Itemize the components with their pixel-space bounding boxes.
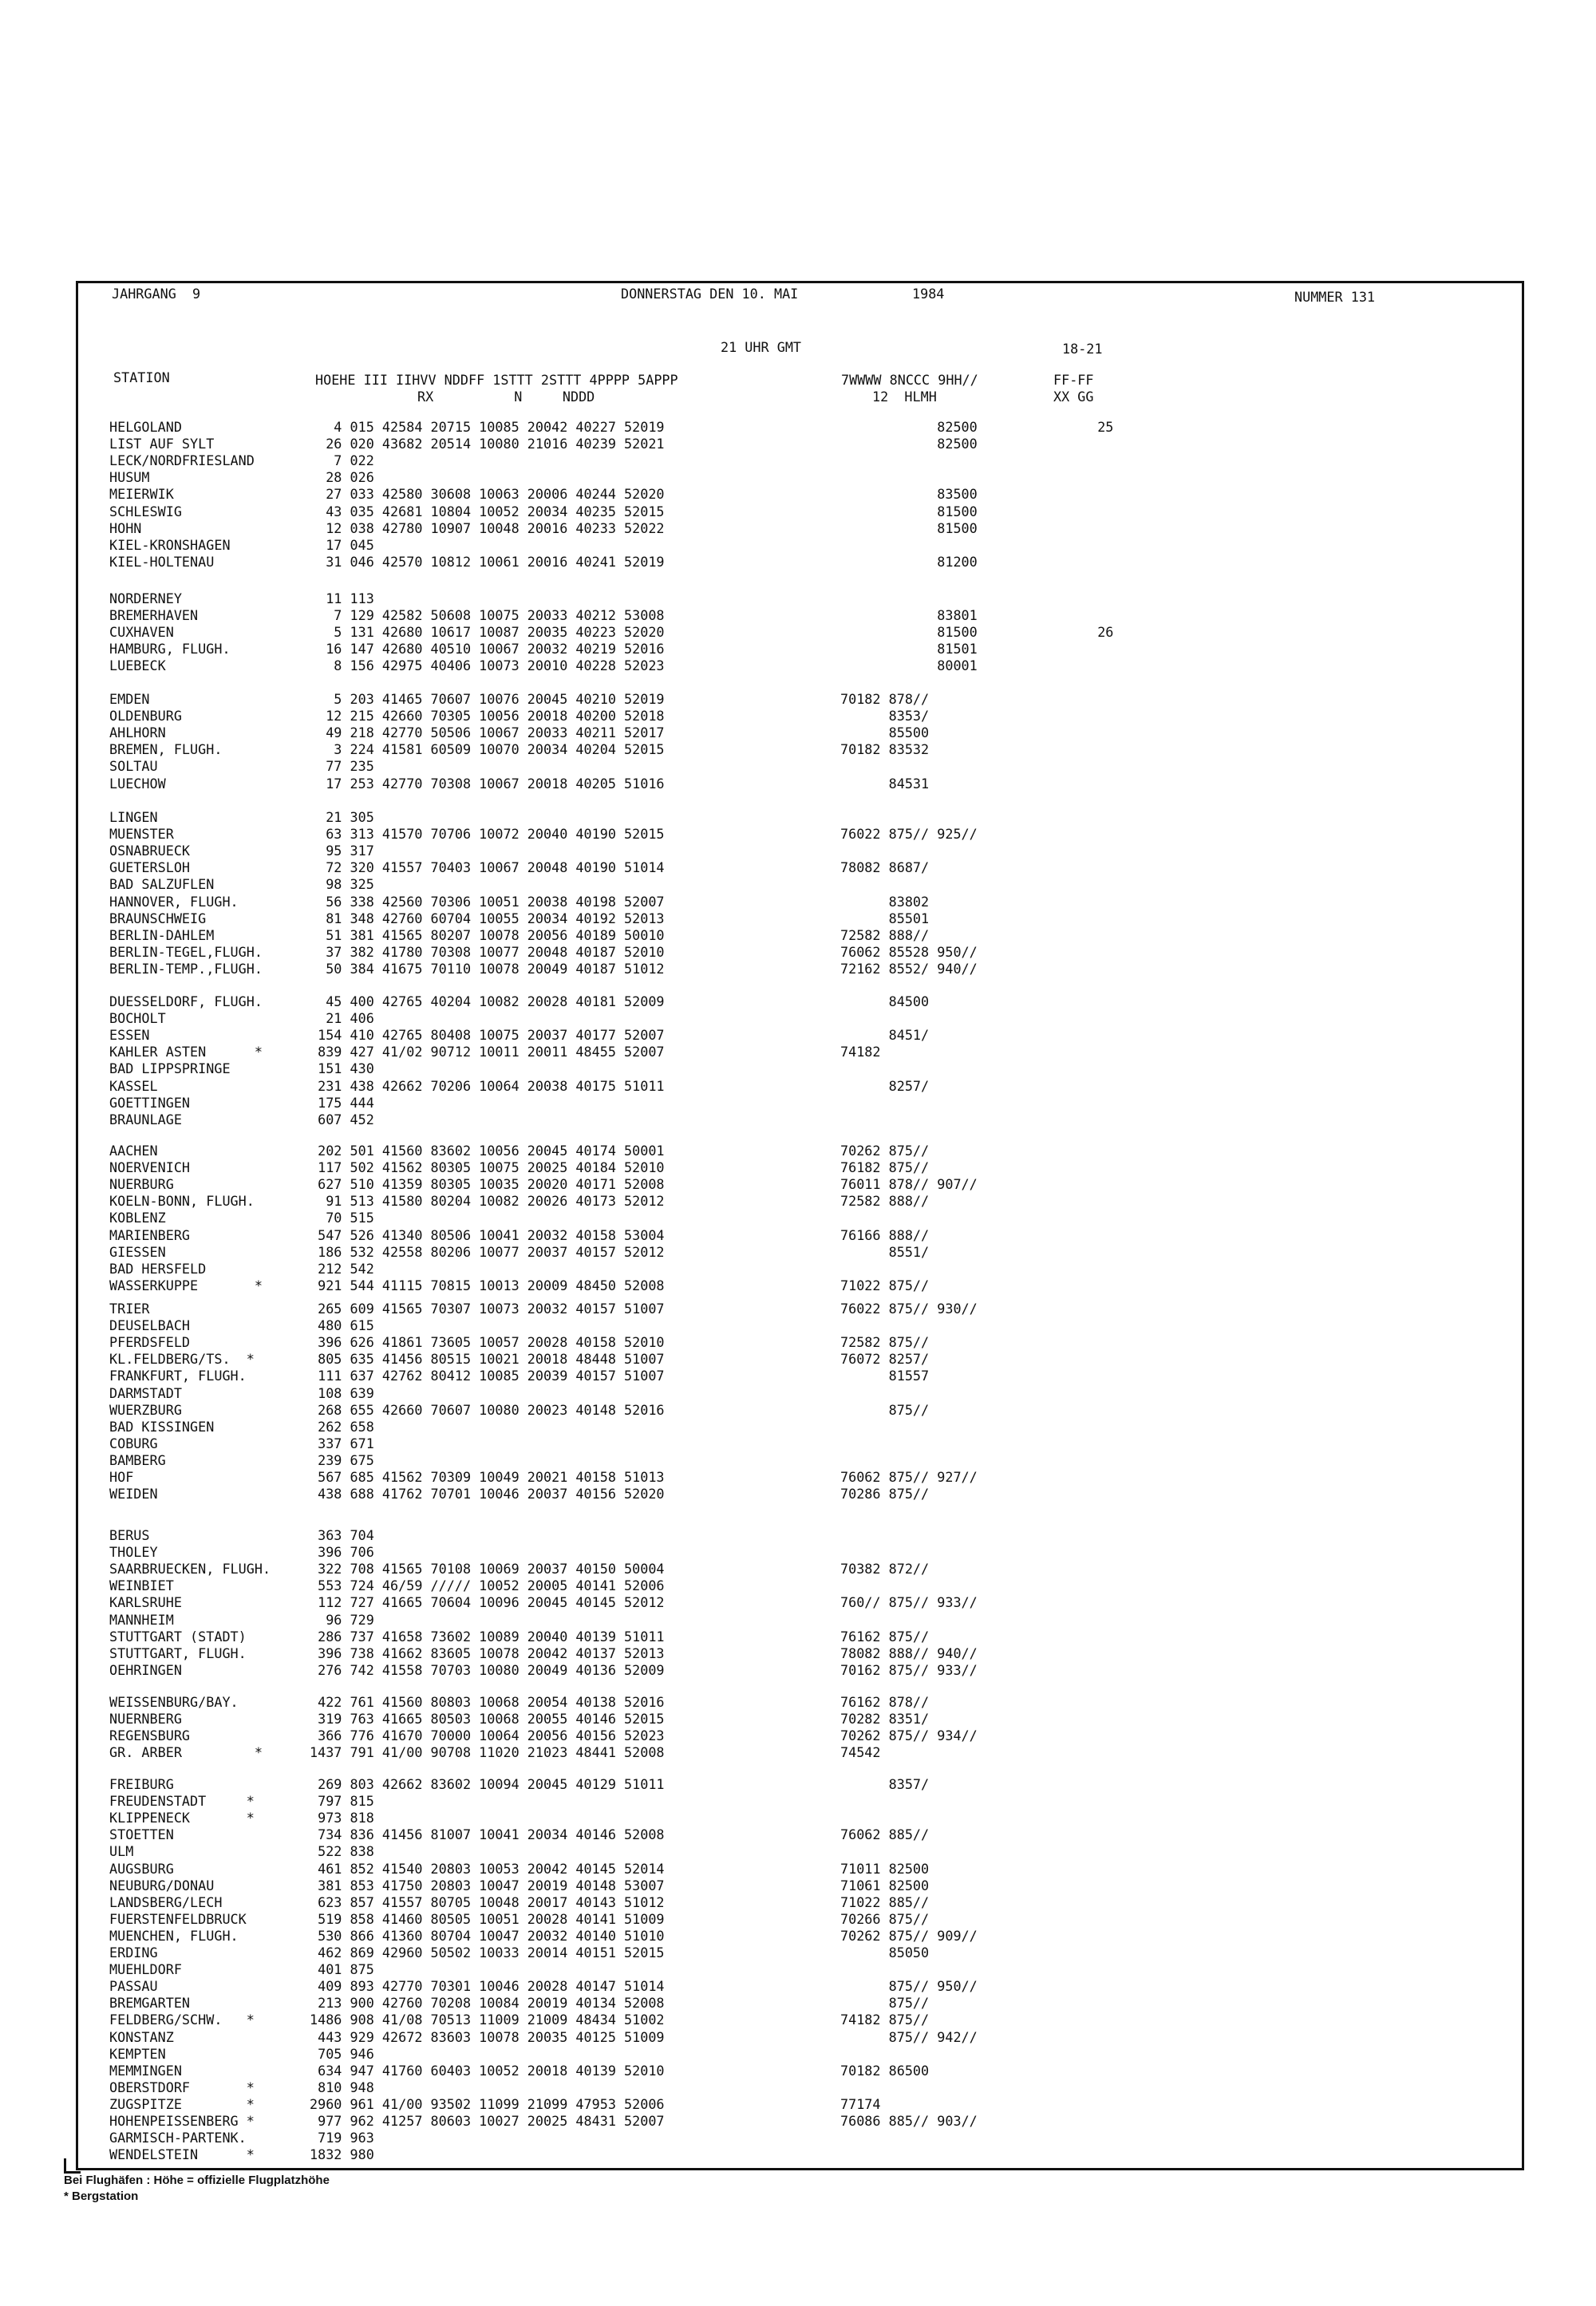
station-name: KAHLER ASTEN *	[109, 1044, 263, 1060]
synop-columns-header: 7WWWW 8NCCC 9HH//	[841, 372, 978, 388]
station-codes: 319 763 41665 80503 10068 20055 40146 52015	[310, 1711, 665, 1728]
station-codes: 151 430	[310, 1060, 374, 1077]
station-name: HOHN	[109, 519, 142, 536]
station-codes: 443 929 42672 83603 10078 20035 40125 51009	[310, 2028, 665, 2045]
synop-columns-subheader: 12 HLMH	[872, 389, 937, 405]
station-name: WEINBIET	[109, 1577, 174, 1594]
report-date: DONNERSTAG DEN 10. MAI	[621, 286, 799, 302]
station-name: HANNOVER, FLUGH.	[109, 893, 239, 910]
station-name: DEUSELBACH	[109, 1317, 191, 1334]
station-name: KEMPTEN	[109, 2045, 166, 2062]
station-name: OBERSTDORF *	[109, 2079, 255, 2095]
station-name: WEIDEN	[109, 1486, 158, 1502]
station-name: BERUS	[109, 1527, 150, 1543]
station-name: KL.FELDBERG/TS. *	[109, 1351, 255, 1368]
station-synop: 8451/	[840, 1027, 930, 1044]
station-codes: 409 893 42770 70301 10046 20028 40147 51014	[310, 1978, 665, 1995]
station-name: TRIER	[109, 1301, 150, 1317]
station-name: HAMBURG, FLUGH.	[109, 641, 231, 657]
station-name: LIST AUF SYLT	[109, 436, 215, 452]
station-codes: 921 544 41115 70815 10013 20009 48450 52008	[310, 1277, 665, 1293]
station-synop: 74182	[840, 1044, 881, 1060]
station-codes: 111 637 42762 80412 10085 20039 40157 51007	[310, 1368, 665, 1384]
station-codes: 1832 980	[310, 2146, 374, 2163]
station-gust: 25	[1081, 419, 1114, 435]
station-codes: 366 776 41670 70000 10064 20056 40156 52023	[310, 1728, 665, 1744]
station-name: HOHENPEISSENBERG *	[109, 2113, 255, 2129]
station-codes: 553 724 46/59 ///// 10052 20005 40141 52006	[310, 1577, 665, 1594]
station-codes: 5 131 42680 10617 10087 20035 40223 52020	[310, 624, 665, 641]
station-name: BREMERHAVEN	[109, 607, 199, 624]
station-synop: 760// 875// 933//	[840, 1594, 978, 1611]
station-name: LUECHOW	[109, 775, 166, 792]
code-columns-subheader: RX N NDDD	[417, 389, 595, 405]
station-synop: 81200	[840, 553, 978, 570]
station-codes: 21 406	[310, 1010, 374, 1027]
station-codes: 607 452	[310, 1111, 374, 1127]
station-name: CUXHAVEN	[109, 624, 174, 641]
station-codes: 2960 961 41/00 93502 11099 21099 47953 52006	[310, 2095, 665, 2112]
station-codes: 17 253 42770 70308 10067 20018 40205 51016	[310, 775, 665, 792]
station-name: PASSAU	[109, 1978, 158, 1995]
station-name: BAD LIPPSPRINGE	[109, 1060, 231, 1077]
period-label: 18-21	[1062, 341, 1103, 357]
station-codes: 396 626 41861 73605 10057 20028 40158 52010	[310, 1334, 665, 1351]
station-codes: 213 900 42760 70208 10084 20019 40134 52008	[310, 1995, 665, 2012]
station-name: KONSTANZ	[109, 2028, 174, 2045]
station-name: GUETERSLOH	[109, 859, 191, 876]
station-name: NEUBURG/DONAU	[109, 1877, 215, 1893]
station-name: HELGOLAND	[109, 419, 182, 435]
station-codes: 37 382 41780 70308 10077 20048 40187 52010	[310, 943, 665, 960]
station-name: BREMGARTEN	[109, 1995, 191, 2012]
station-synop: 8551/	[840, 1243, 930, 1260]
station-name: DARMSTADT	[109, 1384, 182, 1401]
station-synop: 70382 872//	[840, 1561, 930, 1577]
gust-column-subheader: XX GG	[1053, 389, 1094, 405]
station-name: MUENCHEN, FLUGH.	[109, 1927, 239, 1944]
station-synop: 77174	[840, 2095, 881, 2112]
station-name: OLDENBURG	[109, 708, 182, 725]
station-synop: 70286 875//	[840, 1486, 930, 1502]
station-synop: 70262 875// 934//	[840, 1728, 978, 1744]
station-name: REGENSBURG	[109, 1728, 191, 1744]
station-codes: 26 020 43682 20514 10080 21016 40239 52021	[310, 436, 665, 452]
station-codes: 547 526 41340 80506 10041 20032 40158 53004	[310, 1226, 665, 1243]
station-synop: 85500	[840, 725, 930, 741]
station-codes: 634 947 41760 60403 10052 20018 40139 52010	[310, 2062, 665, 2079]
station-name: WASSERKUPPE *	[109, 1277, 263, 1293]
station-synop: 71061 82500	[840, 1877, 930, 1893]
station-codes: 27 033 42580 30608 10063 20006 40244 52020	[310, 486, 665, 503]
station-synop: 85501	[840, 910, 930, 926]
station-synop: 72582 888//	[840, 926, 930, 943]
station-synop: 70266 875//	[840, 1910, 930, 1927]
station-name: BRAUNLAGE	[109, 1111, 182, 1127]
station-name: COBURG	[109, 1435, 158, 1451]
station-name: BRAUNSCHWEIG	[109, 910, 207, 926]
station-name: FREIBURG	[109, 1776, 174, 1792]
station-codes: 12 038 42780 10907 10048 20016 40233 52022	[310, 519, 665, 536]
station-synop: 70262 875// 909//	[840, 1927, 978, 1944]
station-codes: 212 542	[310, 1260, 374, 1277]
station-name: STUTTGART, FLUGH.	[109, 1645, 247, 1661]
station-name: FRANKFURT, FLUGH.	[109, 1368, 247, 1384]
station-codes: 480 615	[310, 1317, 374, 1334]
station-codes: 63 313 41570 70706 10072 20040 40190 52015	[310, 826, 665, 843]
station-name: BAMBERG	[109, 1451, 166, 1468]
station-codes: 239 675	[310, 1451, 374, 1468]
station-codes: 810 948	[310, 2079, 374, 2095]
station-codes: 422 761 41560 80803 10068 20054 40138 52016	[310, 1694, 665, 1710]
station-synop: 84531	[840, 775, 930, 792]
station-name: NORDERNEY	[109, 590, 182, 606]
station-name: GIESSEN	[109, 1243, 166, 1260]
station-synop: 81557	[840, 1368, 930, 1384]
station-name: BERLIN-DAHLEM	[109, 926, 215, 943]
station-codes: 262 658	[310, 1418, 374, 1435]
station-codes: 112 727 41665 70604 10096 20045 40145 52012	[310, 1594, 665, 1611]
station-codes: 396 738 41662 83605 10078 20042 40137 52013	[310, 1645, 665, 1661]
footnote-mountain-station: * Bergstation	[64, 2190, 139, 2203]
station-codes: 396 706	[310, 1544, 374, 1561]
station-synop: 81500	[840, 503, 978, 519]
station-name: WUERZBURG	[109, 1401, 182, 1418]
station-synop: 82500	[840, 419, 978, 435]
station-name: LUEBECK	[109, 657, 166, 674]
station-name: BOCHOLT	[109, 1010, 166, 1027]
station-codes: 363 704	[310, 1527, 374, 1543]
station-synop: 81500	[840, 624, 978, 641]
station-synop: 76072 8257/	[840, 1351, 930, 1368]
station-codes: 1486 908 41/08 70513 11009 21009 48434 51002	[310, 2012, 665, 2028]
station-gust: 26	[1081, 624, 1114, 641]
station-codes: 16 147 42680 40510 10067 20032 40219 52016	[310, 641, 665, 657]
station-name: BAD KISSINGEN	[109, 1418, 215, 1435]
station-codes: 268 655 42660 70607 10080 20023 40148 52016	[310, 1401, 665, 1418]
station-synop: 80001	[840, 657, 978, 674]
station-name: WENDELSTEIN *	[109, 2146, 255, 2163]
station-synop: 76162 875//	[840, 1628, 930, 1645]
station-codes: 186 532 42558 80206 10077 20037 40157 52012	[310, 1243, 665, 1260]
station-name: MARIENBERG	[109, 1226, 191, 1243]
station-codes: 265 609 41565 70307 10073 20032 40157 51007	[310, 1301, 665, 1317]
station-synop: 70182 86500	[840, 2062, 930, 2079]
station-codes: 286 737 41658 73602 10089 20040 40139 51011	[310, 1628, 665, 1645]
station-codes: 96 729	[310, 1611, 374, 1628]
station-codes: 462 869 42960 50502 10033 20014 40151 52015	[310, 1945, 665, 1960]
station-name: LECK/NORDFRIESLAND	[109, 452, 255, 469]
jahrgang-label: JAHRGANG 9	[112, 286, 201, 302]
station-codes: 719 963	[310, 2130, 374, 2146]
station-codes: 461 852 41540 20803 10053 20042 40145 52014	[310, 1860, 665, 1877]
station-synop: 70282 8351/	[840, 1711, 930, 1728]
station-codes: 522 838	[310, 1843, 374, 1860]
station-synop: 71011 82500	[840, 1860, 930, 1877]
observation-time: 21 UHR GMT	[721, 339, 802, 355]
station-codes: 438 688 41762 70701 10046 20037 40156 52020	[310, 1486, 665, 1502]
station-name: STUTTGART (STADT)	[109, 1628, 247, 1645]
station-codes: 276 742 41558 70703 10080 20049 40136 52009	[310, 1661, 665, 1678]
station-name: AACHEN	[109, 1143, 158, 1159]
station-synop: 76086 885// 903//	[840, 2113, 978, 2129]
station-name: GR. ARBER *	[109, 1744, 263, 1761]
station-synop: 875//	[840, 1995, 930, 2012]
station-synop: 875//	[840, 1401, 930, 1418]
station-name: BAD HERSFELD	[109, 1260, 207, 1277]
station-synop: 72162 8552/ 940//	[840, 960, 978, 977]
station-name: HUSUM	[109, 469, 150, 486]
report-year: 1984	[912, 286, 945, 302]
station-name: WEISSENBURG/BAY.	[109, 1694, 239, 1710]
station-name: KLIPPENECK *	[109, 1810, 255, 1826]
station-codes: 175 444	[310, 1094, 374, 1111]
station-codes: 705 946	[310, 2045, 374, 2062]
station-name: BREMEN, FLUGH.	[109, 741, 223, 758]
station-name: ZUGSPITZE *	[109, 2095, 255, 2112]
station-codes: 5 203 41465 70607 10076 20045 40210 52019	[310, 691, 665, 707]
station-name: ESSEN	[109, 1027, 150, 1044]
station-codes: 401 875	[310, 1961, 374, 1978]
station-synop: 81500	[840, 519, 978, 536]
station-codes: 3 224 41581 60509 10070 20034 40204 52015	[310, 741, 665, 758]
station-synop: 70182 878//	[840, 691, 930, 707]
station-codes: 117 502 41562 80305 10075 20025 40184 52010	[310, 1159, 665, 1176]
station-synop: 85050	[840, 1945, 930, 1960]
station-synop: 76062 85528 950//	[840, 943, 978, 960]
station-synop: 84500	[840, 993, 930, 1009]
station-codes: 12 215 42660 70305 10056 20018 40200 52018	[310, 708, 665, 725]
footnote-airport-height: Bei Flughäfen : Höhe = offizielle Flugplatzhöhe	[64, 2174, 330, 2187]
station-synop: 72582 888//	[840, 1193, 930, 1210]
station-codes: 269 803 42662 83602 10094 20045 40129 51011	[310, 1776, 665, 1792]
station-name: THOLEY	[109, 1544, 158, 1561]
station-synop: 76062 875// 927//	[840, 1469, 978, 1485]
station-codes: 623 857 41557 80705 10048 20017 40143 51012	[310, 1893, 665, 1910]
station-codes: 839 427 41/02 90712 10011 20011 48455 52007	[310, 1044, 665, 1060]
station-synop: 76011 878// 907//	[840, 1176, 978, 1193]
station-name: LANDSBERG/LECH	[109, 1893, 223, 1910]
station-name: PFERDSFELD	[109, 1334, 191, 1351]
station-codes: 977 962 41257 80603 10027 20025 48431 52007	[310, 2113, 665, 2129]
station-codes: 95 317	[310, 843, 374, 859]
station-name: BAD SALZUFLEN	[109, 876, 215, 893]
station-codes: 43 035 42681 10804 10052 20034 40235 52015	[310, 503, 665, 519]
station-codes: 231 438 42662 70206 10064 20038 40175 51011	[310, 1077, 665, 1094]
station-name: KIEL-KRONSHAGEN	[109, 536, 231, 553]
station-name: KOELN-BONN, FLUGH.	[109, 1193, 255, 1210]
station-codes: 7 022	[310, 452, 374, 469]
station-synop: 8357/	[840, 1776, 930, 1792]
station-synop: 78082 8687/	[840, 859, 930, 876]
station-name: BERLIN-TEMP.,FLUGH.	[109, 960, 263, 977]
station-name: NUERNBERG	[109, 1711, 182, 1728]
station-codes: 108 639	[310, 1384, 374, 1401]
station-codes: 337 671	[310, 1435, 374, 1451]
station-synop: 82500	[840, 436, 978, 452]
station-synop: 875// 950//	[840, 1978, 978, 1995]
station-codes: 202 501 41560 83602 10056 20045 40174 50001	[310, 1143, 665, 1159]
station-codes: 797 815	[310, 1793, 374, 1810]
station-synop: 72582 875//	[840, 1334, 930, 1351]
station-name: FELDBERG/SCHW. *	[109, 2012, 255, 2028]
issue-number: NUMMER 131	[1294, 289, 1376, 305]
station-name: DUESSELDORF, FLUGH.	[109, 993, 263, 1009]
station-codes: 4 015 42584 20715 10085 20042 40227 52019	[310, 419, 665, 435]
station-synop: 70182 83532	[840, 741, 930, 758]
station-name: MEMMINGEN	[109, 2062, 182, 2079]
station-codes: 51 381 41565 80207 10078 20056 40189 50010	[310, 926, 665, 943]
station-name: AHLHORN	[109, 725, 166, 741]
station-name: MUEHLDORF	[109, 1961, 182, 1978]
station-codes: 381 853 41750 20803 10047 20019 40148 53007	[310, 1877, 665, 1893]
station-synop: 70262 875//	[840, 1143, 930, 1159]
station-synop: 875// 942//	[840, 2028, 978, 2045]
station-codes: 7 129 42582 50608 10075 20033 40212 53008	[310, 607, 665, 624]
station-name: EMDEN	[109, 691, 150, 707]
station-synop: 76022 875// 925//	[840, 826, 978, 843]
station-codes: 56 338 42560 70306 10051 20038 40198 52007	[310, 893, 665, 910]
station-name: OSNABRUECK	[109, 843, 191, 859]
station-name: NOERVENICH	[109, 1159, 191, 1176]
station-name: GOETTINGEN	[109, 1094, 191, 1111]
station-codes: 81 348 42760 60704 10055 20034 40192 52013	[310, 910, 665, 926]
station-name: KASSEL	[109, 1077, 158, 1094]
station-codes: 31 046 42570 10812 10061 20016 40241 52019	[310, 553, 665, 570]
station-synop: 76062 885//	[840, 1826, 930, 1843]
code-columns-header: HOEHE III IIHVV NDDFF 1STTT 2STTT 4PPPP 5APPP	[315, 372, 678, 388]
station-name: STOETTEN	[109, 1826, 174, 1843]
gust-column-header: FF-FF	[1053, 372, 1094, 388]
station-name: KOBLENZ	[109, 1210, 166, 1226]
station-synop: 71022 885//	[840, 1893, 930, 1910]
station-synop: 83802	[840, 893, 930, 910]
station-name: HOF	[109, 1469, 134, 1485]
station-synop: 74182 875//	[840, 2012, 930, 2028]
station-codes: 77 235	[310, 758, 374, 775]
station-synop: 76162 878//	[840, 1694, 930, 1710]
station-codes: 627 510 41359 80305 10035 20020 40171 52008	[310, 1176, 665, 1193]
station-synop: 78082 888// 940//	[840, 1645, 978, 1661]
station-codes: 11 113	[310, 590, 374, 606]
station-synop: 70162 875// 933//	[840, 1661, 978, 1678]
corner-mark	[64, 2158, 81, 2174]
station-name: FREUDENSTADT *	[109, 1793, 255, 1810]
station-name: FUERSTENFELDBRUCK	[109, 1910, 247, 1927]
station-codes: 805 635 41456 80515 10021 20018 48448 51007	[310, 1351, 665, 1368]
station-synop: 8257/	[840, 1077, 930, 1094]
station-codes: 45 400 42765 40204 10082 20028 40181 52009	[310, 993, 665, 1009]
station-synop: 76022 875// 930//	[840, 1301, 978, 1317]
station-codes: 567 685 41562 70309 10049 20021 40158 51013	[310, 1469, 665, 1485]
station-name: MANNHEIM	[109, 1611, 174, 1628]
station-name: ULM	[109, 1843, 134, 1860]
station-codes: 973 818	[310, 1810, 374, 1826]
station-codes: 49 218 42770 50506 10067 20033 40211 52017	[310, 725, 665, 741]
station-name: SCHLESWIG	[109, 503, 182, 519]
station-name: BERLIN-TEGEL,FLUGH.	[109, 943, 263, 960]
station-codes: 530 866 41360 80704 10047 20032 40140 51010	[310, 1927, 665, 1944]
station-codes: 17 045	[310, 536, 374, 553]
station-name: LINGEN	[109, 809, 158, 825]
station-codes: 98 325	[310, 876, 374, 893]
station-codes: 8 156 42975 40406 10073 20010 40228 52023	[310, 657, 665, 674]
station-synop: 74542	[840, 1744, 881, 1761]
station-codes: 28 026	[310, 469, 374, 486]
station-codes: 519 858 41460 80505 10051 20028 40141 51009	[310, 1910, 665, 1927]
station-synop: 83801	[840, 607, 978, 624]
station-codes: 21 305	[310, 809, 374, 825]
station-codes: 322 708 41565 70108 10069 20037 40150 50004	[310, 1561, 665, 1577]
station-name: GARMISCH-PARTENK.	[109, 2130, 247, 2146]
station-name: AUGSBURG	[109, 1860, 174, 1877]
station-codes: 1437 791 41/00 90708 11020 21023 48441 52008	[310, 1744, 665, 1761]
station-name: MUENSTER	[109, 826, 174, 843]
station-name: KARLSRUHE	[109, 1594, 182, 1611]
station-codes: 72 320 41557 70403 10067 20048 40190 51014	[310, 859, 665, 876]
station-codes: 70 515	[310, 1210, 374, 1226]
station-column-header: STATION	[113, 369, 170, 385]
report-frame	[76, 281, 1524, 2170]
station-codes: 734 836 41456 81007 10041 20034 40146 52008	[310, 1826, 665, 1843]
station-name: KIEL-HOLTENAU	[109, 553, 215, 570]
station-synop: 81501	[840, 641, 978, 657]
station-name: OEHRINGEN	[109, 1661, 182, 1678]
station-codes: 91 513 41580 80204 10082 20026 40173 52012	[310, 1193, 665, 1210]
station-synop: 76166 888//	[840, 1226, 930, 1243]
station-synop: 76182 875//	[840, 1159, 930, 1176]
station-synop: 8353/	[840, 708, 930, 725]
station-name: SAARBRUECKEN, FLUGH.	[109, 1561, 271, 1577]
station-name: MEIERWIK	[109, 486, 174, 503]
station-synop: 83500	[840, 486, 978, 503]
station-codes: 50 384 41675 70110 10078 20049 40187 51012	[310, 960, 665, 977]
station-name: ERDING	[109, 1945, 158, 1960]
station-name: SOLTAU	[109, 758, 158, 775]
station-synop: 71022 875//	[840, 1277, 930, 1293]
station-name: NUERBURG	[109, 1176, 174, 1193]
station-codes: 154 410 42765 80408 10075 20037 40177 52007	[310, 1027, 665, 1044]
